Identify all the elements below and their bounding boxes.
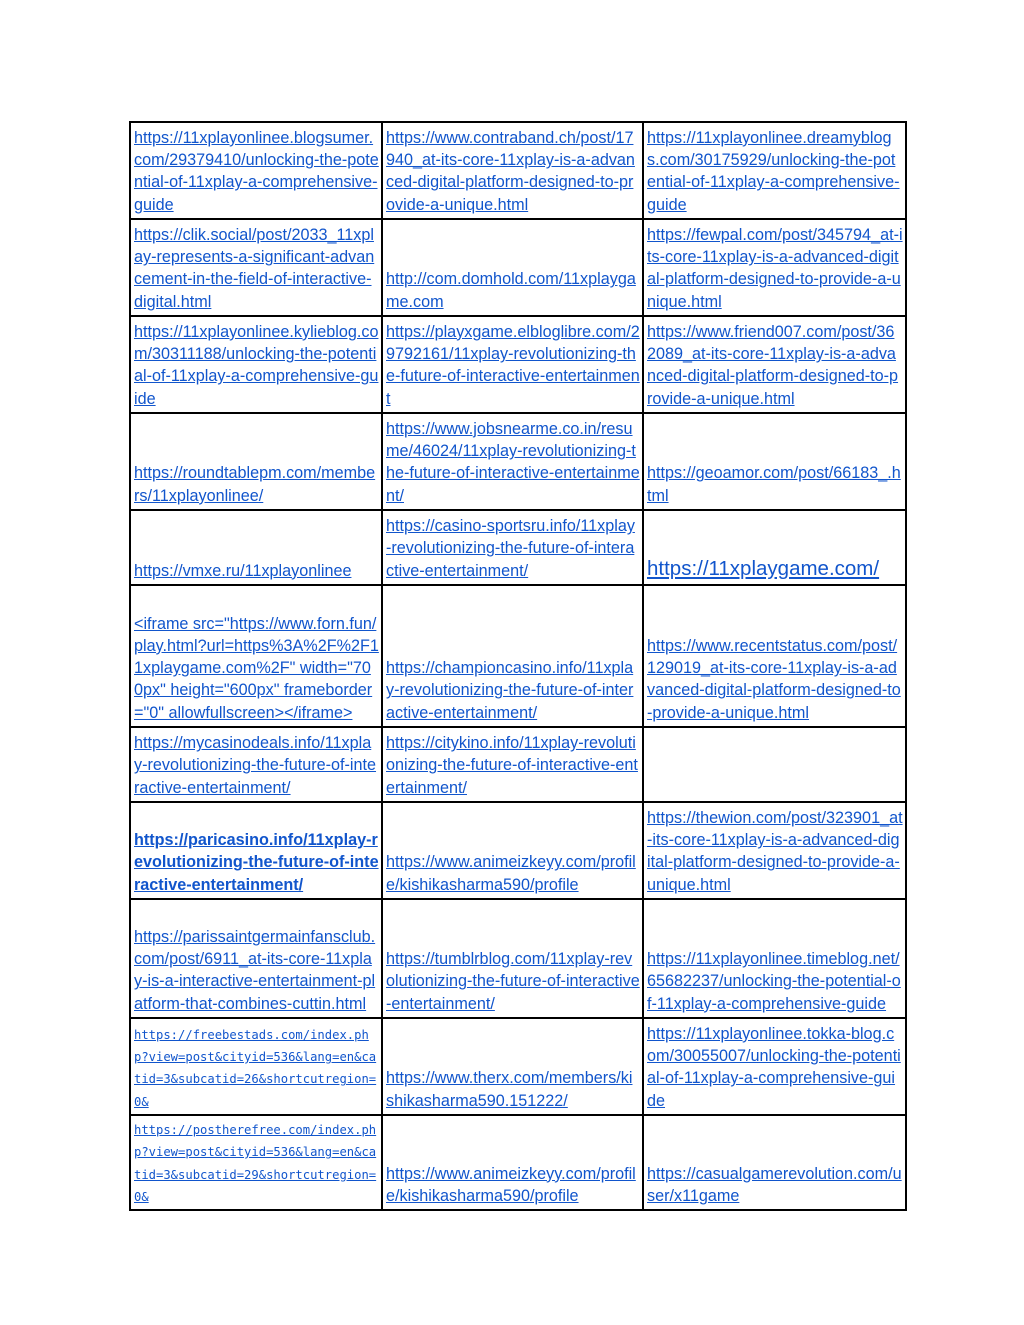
link[interactable]: https://roundtablepm.com/members/11xplayonlinee/ (134, 464, 376, 505)
table-cell (643, 413, 906, 510)
link[interactable]: https://playxgame.elbloglibre.com/29792161/11xplay-revolutionizing-the-future-of-interactive-entertainment (386, 322, 640, 408)
link[interactable]: https://championcasino.info/11xplay-revolutionizing-the-future-of-interactive-entertainment/ (386, 659, 634, 722)
table-cell (382, 1018, 643, 1115)
table-cell (382, 899, 643, 1018)
link[interactable]: https://geoamor.com/post/66183_.html (647, 464, 901, 505)
link[interactable]: http://com.domhold.com/11xplaygame.com (386, 270, 636, 311)
table-row (130, 413, 906, 510)
table-row (130, 316, 906, 413)
table-row (130, 802, 906, 899)
link[interactable]: https://www.contraband.ch/post/17940_at-its-core-11xplay-is-a-advanced-digital-platform-designed-to-provide-a-unique.html (386, 128, 635, 214)
link[interactable]: https://11xplayonlinee.timeblog.net/65682237/unlocking-the-potential-of-11xplay-a-comprehensive-guide (647, 950, 901, 1013)
link[interactable]: https://11xplaygame.com/ (647, 557, 880, 580)
table-cell (382, 510, 643, 585)
table-row (130, 1018, 906, 1115)
table-cell (130, 316, 382, 413)
link[interactable]: https://www.animeizkeyy.com/profile/kishikasharma590/profile (386, 853, 636, 894)
link[interactable]: https://postherefree.com/index.php?view=post&cityid=536&lang=en&catid=3&subcatid=29&shortcutregion=0& (134, 1123, 377, 1204)
link[interactable]: https://parissaintgermainfansclub.com/post/6911_at-its-core-11xplay-is-a-interactive-entertainment-platform-that-combines-cuttin.html (134, 927, 376, 1013)
table-cell (643, 1018, 906, 1115)
table-row (130, 899, 906, 1018)
table-cell (643, 802, 906, 899)
link[interactable]: https://clik.social/post/2033_11xplay-represents-a-significant-advancement-in-the-field-of-interactive-digital.html (134, 225, 375, 311)
table-cell (130, 122, 382, 219)
table-row (130, 727, 906, 802)
link[interactable]: <iframe src="https://www.forn.fun/play.html?url=https%3A%2F%2F11xplaygame.com%2F" width="700px" height="600px" frameborder="0" allowfullscreen></iframe> (134, 614, 379, 722)
table-cell (643, 1115, 906, 1210)
table-cell (382, 727, 643, 802)
table-cell (382, 413, 643, 510)
table-cell (130, 510, 382, 585)
link[interactable]: https://casualgamerevolution.com/user/x11game (647, 1164, 902, 1205)
link[interactable]: https://www.therx.com/members/kishikasharma590.151222/ (386, 1069, 633, 1110)
link[interactable]: https://www.recentstatus.com/post/129019_at-its-core-11xplay-is-a-advanced-digital-platform-designed-to-provide-a-unique.html (647, 636, 901, 722)
link[interactable]: https://11xplayonlinee.dreamyblogs.com/30175929/unlocking-the-potential-of-11xplay-a-comprehensive-guide (647, 128, 900, 214)
link[interactable]: https://mycasinodeals.info/11xplay-revolutionizing-the-future-of-interactive-entertainment/ (134, 734, 377, 797)
link[interactable]: https://www.animeizkeyy.com/profile/kishikasharma590/profile (386, 1164, 636, 1205)
table-cell (382, 316, 643, 413)
table-row (130, 122, 906, 219)
table-cell (643, 122, 906, 219)
link[interactable]: https://www.jobsnearme.co.in/resume/46024/11xplay-revolutionizing-the-future-of-interactive-entertainment/ (386, 419, 640, 505)
link[interactable]: https://tumblrblog.com/11xplay-revolutionizing-the-future-of-interactive-entertainment/ (386, 950, 640, 1013)
table-row (130, 219, 906, 316)
table-cell (130, 727, 382, 802)
table-row (130, 585, 906, 727)
link[interactable]: https://paricasino.info/11xplay-revolutionizing-the-future-of-interactive-entertainment/ (134, 831, 379, 894)
table-cell (382, 219, 643, 316)
table-cell (643, 585, 906, 727)
table-cell (643, 510, 906, 585)
table-cell (130, 1115, 382, 1210)
table-cell (382, 122, 643, 219)
table-cell (382, 802, 643, 899)
table-row (130, 1115, 906, 1210)
table-cell (130, 802, 382, 899)
table-row (130, 510, 906, 585)
table-cell (382, 1115, 643, 1210)
link[interactable]: https://fewpal.com/post/345794_at-its-core-11xplay-is-a-advanced-digital-platform-designed-to-provide-a-unique.html (647, 225, 903, 311)
link[interactable]: https://casino-sportsru.info/11xplay-revolutionizing-the-future-of-interactive-entertainment/ (386, 517, 635, 580)
table-cell (130, 413, 382, 510)
table-cell (130, 585, 382, 727)
link[interactable]: https://vmxe.ru/11xplayonlinee (134, 561, 352, 580)
link[interactable]: https://thewion.com/post/323901_at-its-core-11xplay-is-a-advanced-digital-platform-designed-to-provide-a-unique.html (647, 808, 903, 894)
table-cell (382, 585, 643, 727)
link[interactable]: https://www.friend007.com/post/362089_at-its-core-11xplay-is-a-advanced-digital-platform-designed-to-provide-a-unique.html (647, 322, 899, 408)
links-table (129, 121, 907, 1211)
link[interactable]: https://11xplayonlinee.tokka-blog.com/30055007/unlocking-the-potential-of-11xplay-a-comprehensive-guide (647, 1024, 901, 1110)
table-cell (130, 219, 382, 316)
table-cell (643, 316, 906, 413)
link[interactable]: https://11xplayonlinee.blogsumer.com/29379410/unlocking-the-potential-of-11xplay-a-comprehensive-guide (134, 128, 379, 214)
table-cell (130, 1018, 382, 1115)
table-cell-empty (643, 727, 906, 802)
link[interactable]: https://citykino.info/11xplay-revolutionizing-the-future-of-interactive-entertainment/ (386, 734, 638, 797)
link[interactable]: https://11xplayonlinee.kylieblog.com/30311188/unlocking-the-potential-of-11xplay-a-comprehensive-guide (134, 322, 379, 408)
link[interactable]: https://freebestads.com/index.php?view=post&cityid=536&lang=en&catid=3&subcatid=26&shortcutregion=0& (134, 1027, 377, 1109)
table-cell (643, 899, 906, 1018)
table-cell (643, 219, 906, 316)
table-cell (130, 899, 382, 1018)
